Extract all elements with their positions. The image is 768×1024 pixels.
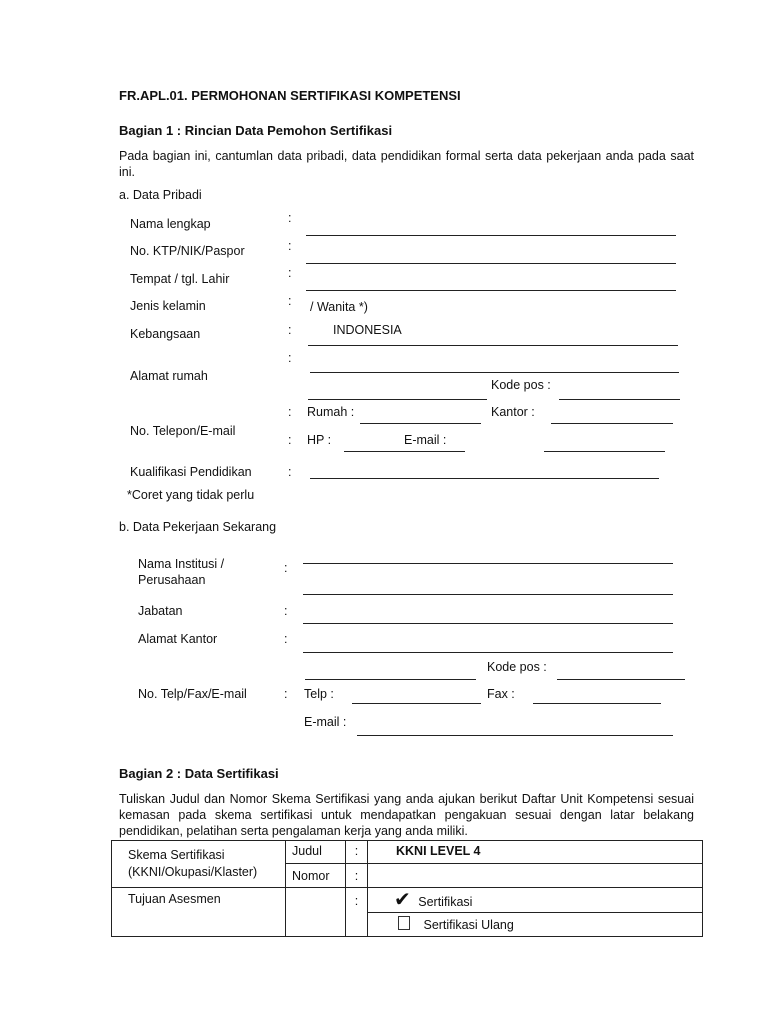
- colon: :: [288, 465, 292, 479]
- jabatan-field[interactable]: [303, 623, 673, 624]
- section1-heading: Bagian 1 : Rincian Data Pemohon Sertifikasi: [119, 123, 393, 138]
- option-sertifikasi-ulang-label: Sertifikasi Ulang: [423, 918, 514, 932]
- subsection-a-label: a. Data Pribadi: [119, 188, 202, 202]
- skema-label: Skema Sertifikasi: [128, 848, 225, 862]
- nama-lengkap-field[interactable]: [306, 235, 676, 236]
- email-label: E-mail :: [404, 433, 447, 447]
- kualifikasi-field[interactable]: [310, 478, 659, 479]
- checkmark-icon[interactable]: ✔: [394, 889, 411, 911]
- tujuan-label: Tujuan Asesmen: [112, 888, 286, 937]
- colon-empty-cell: [346, 913, 368, 937]
- nomor-label: Nomor: [286, 864, 346, 888]
- alamat-rumah-label: Alamat rumah: [130, 369, 208, 383]
- colon: :: [346, 888, 368, 913]
- colon: :: [288, 433, 292, 447]
- section2-heading: Bagian 2 : Data Sertifikasi: [119, 766, 279, 781]
- option-sertifikasi[interactable]: [368, 888, 703, 913]
- jenis-kelamin-value: / Wanita *): [310, 300, 368, 314]
- fax-label: Fax :: [487, 687, 515, 701]
- colon: :: [284, 604, 288, 618]
- email-kantor-label: E-mail :: [304, 715, 347, 729]
- nama-institusi-field-2[interactable]: [303, 594, 673, 595]
- kode-pos-kantor-label: Kode pos :: [487, 660, 547, 674]
- colon: :: [284, 632, 288, 646]
- alamat-kantor-field[interactable]: [303, 652, 673, 653]
- telp-field[interactable]: [352, 703, 481, 704]
- alamat-rumah-field-2[interactable]: [308, 399, 487, 400]
- option-sertifikasi-ulang[interactable]: [368, 913, 703, 937]
- email-kantor-field[interactable]: [357, 735, 673, 736]
- judul-label: Judul: [286, 841, 346, 864]
- alamat-kantor-label: Alamat Kantor: [138, 632, 218, 646]
- jabatan-label: Jabatan: [138, 604, 183, 618]
- colon: :: [346, 841, 368, 864]
- rumah-label: Rumah :: [307, 405, 355, 419]
- jenis-kelamin-label: Jenis kelamin: [130, 299, 206, 313]
- skema-table: [111, 840, 703, 937]
- colon: :: [288, 266, 292, 280]
- colon: :: [284, 561, 288, 575]
- section1-intro: Pada bagian ini, cantumlan data pribadi, data pendidikan formal serta data pekerjaan anda pada saat ini.: [119, 149, 694, 179]
- kode-pos-label: Kode pos :: [491, 378, 551, 392]
- no-telepon-label: No. Telepon/E-mail: [130, 424, 236, 438]
- colon: :: [288, 351, 292, 365]
- kebangsaan-label: Kebangsaan: [130, 327, 201, 341]
- tujuan-empty-cell: [286, 888, 346, 937]
- no-ktp-field[interactable]: [306, 263, 676, 264]
- no-telp-fax-label: No. Telp/Fax/E-mail: [138, 687, 247, 701]
- kode-pos-kantor-field[interactable]: [557, 679, 685, 680]
- subsection-b-label: b. Data Pekerjaan Sekarang: [119, 520, 277, 534]
- telepon-kantor-field[interactable]: [551, 423, 673, 424]
- colon: :: [288, 323, 292, 337]
- nama-institusi-field[interactable]: [303, 563, 673, 564]
- nama-lengkap-label: Nama lengkap: [130, 217, 211, 231]
- colon: :: [288, 405, 292, 419]
- kebangsaan-value: INDONESIA: [333, 323, 402, 337]
- hp-field[interactable]: [344, 451, 465, 452]
- form-title: FR.APL.01. PERMOHONAN SERTIFIKASI KOMPETENSI: [119, 88, 461, 103]
- tempat-tgl-lahir-field[interactable]: [306, 290, 676, 291]
- colon: :: [288, 211, 292, 225]
- kebangsaan-field[interactable]: [308, 345, 678, 346]
- kode-pos-field[interactable]: [559, 399, 680, 400]
- colon: :: [346, 864, 368, 888]
- judul-value[interactable]: KKNI LEVEL 4: [368, 841, 703, 864]
- telp-label: Telp :: [304, 687, 334, 701]
- tempat-tgl-lahir-label: Tempat / tgl. Lahir: [130, 272, 230, 286]
- colon: :: [288, 239, 292, 253]
- fax-field[interactable]: [533, 703, 661, 704]
- nomor-value[interactable]: [368, 864, 703, 888]
- skema-label-cell: [112, 841, 286, 888]
- checkbox-icon[interactable]: [398, 916, 410, 930]
- alamat-kantor-field-2[interactable]: [305, 679, 476, 680]
- email-field[interactable]: [544, 451, 665, 452]
- colon: :: [284, 687, 288, 701]
- skema-sublabel: (KKNI/Okupasi/Klaster): [128, 865, 258, 879]
- option-sertifikasi-label: Sertifikasi: [418, 895, 473, 909]
- colon: :: [288, 294, 292, 308]
- nama-institusi-label: Nama Institusi /: [138, 557, 225, 571]
- section2-intro: Tuliskan Judul dan Nomor Skema Sertifikasi yang anda ajukan berikut Daftar Unit Kompetensi sesuai kemasan pada skema sertifikasi untuk mendapatkan pengakuan sesuai dengan latar belakang pendidikan, pelatihan serta pengalaman kerja yang anda miliki.: [119, 792, 694, 838]
- coret-note: *Coret yang tidak perlu: [127, 488, 255, 502]
- perusahaan-label: Perusahaan: [138, 573, 206, 587]
- kantor-label: Kantor :: [491, 405, 535, 419]
- hp-label: HP :: [307, 433, 332, 447]
- kualifikasi-label: Kualifikasi Pendidikan: [130, 465, 252, 479]
- telepon-rumah-field[interactable]: [360, 423, 481, 424]
- alamat-rumah-field[interactable]: [310, 372, 679, 373]
- no-ktp-label: No. KTP/NIK/Paspor: [130, 244, 245, 258]
